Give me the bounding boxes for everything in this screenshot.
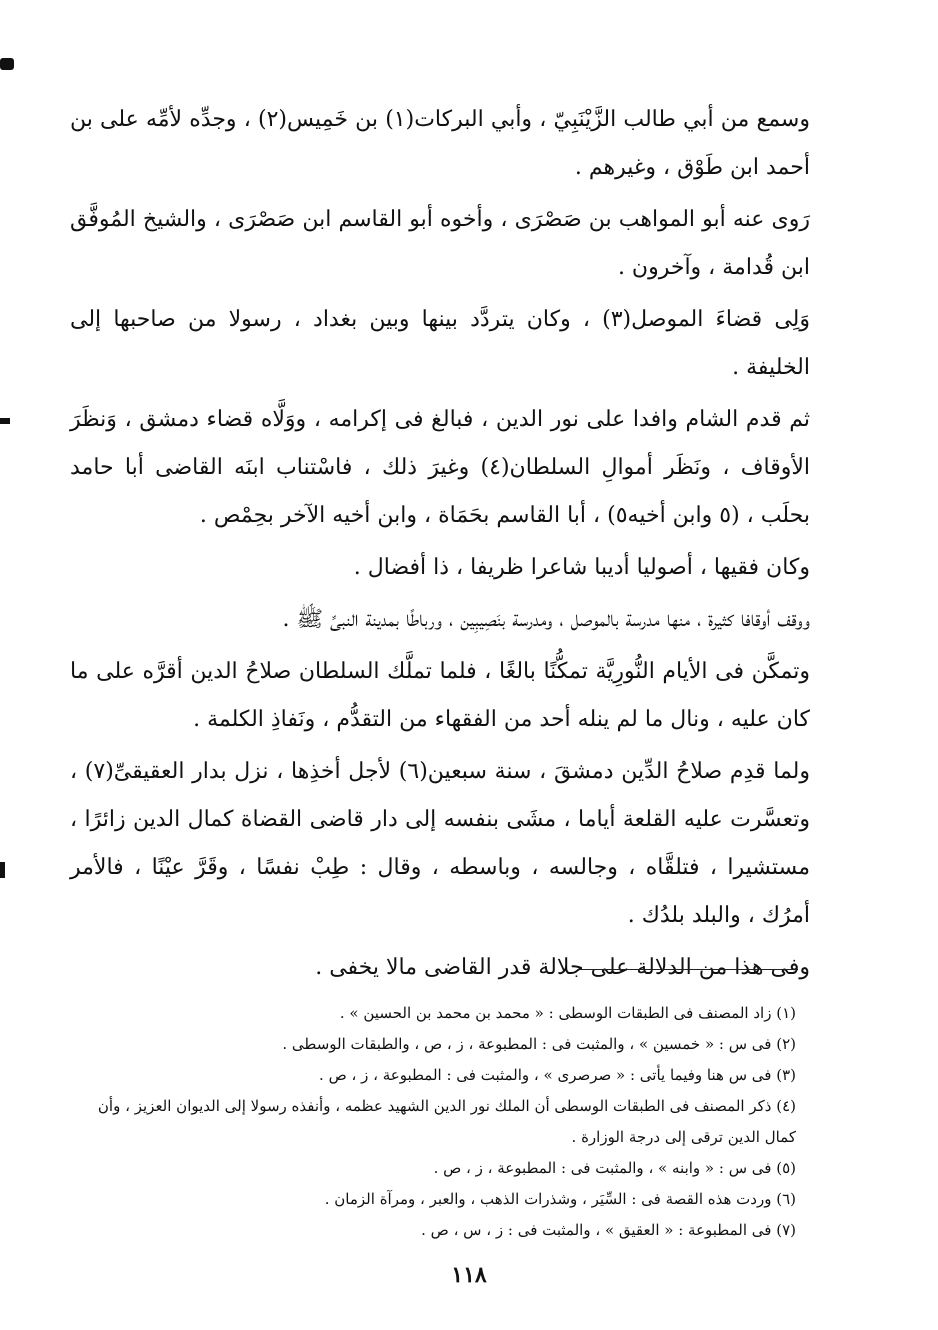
page-number: ١١٨ xyxy=(451,1262,487,1288)
paragraph-9: وفى هذا من الدلالة على جلالة قدر القاضى مالا يخفى . xyxy=(315,955,810,980)
scan-mark-middle xyxy=(0,418,10,424)
footnote-3: (٣) فى س هنا وفيما يأتى : « صرصرى » ، والمثبت فى : المطبوعة ، ز ، ص . xyxy=(319,1066,796,1084)
footnote-separator xyxy=(578,969,798,970)
paragraph-4: ثم قدم الشام وافدا على نور الدين ، فبالغ فى إكرامه ، ووَلَّاه قضاء دمشق ، وَنظَرَ الأوقاف ، ونَظَر أموالِ السلطان(٤) وغيرَ ذلك ، فاسْتناب ابنَه القاضى أبا حامد بحلَب ، (٥ وابن أخيه٥) ، أبا القاسم بحَمَاة ، وابن أخيه الآخر بحِمْص . xyxy=(70,407,811,528)
page-body xyxy=(70,96,810,996)
paragraph-6: ووقف أوقافا كثيرة ، منها مدرسة بالموصل ، ومدرسة بنَصِيبِين ، ورباطًا بمدينة النبىِّ ﷺ . xyxy=(282,607,810,632)
paragraph-3: وَلِى قضاءَ الموصل(٣) ، وكان يتردَّد بينها وبين بغداد ، رسولا من صاحبها إلى الخليفة . xyxy=(70,307,810,380)
paragraph-8: ولما قدِم صلاحُ الدِّين دمشقَ ، سنة سبعين(٦) لأجل أخذِها ، نزل بدار العقيقىِّ(٧) ، وتعسَّرت عليه القلعة أياما ، مشَى بنفسه إلى دار قاضى القضاة كمال الدين زائرًا ، مستشيرا ، فتلقَّاه ، وجالسه ، وباسطه ، وقال : طِبْ نفسًا ، وقَرَّ عيْنًا ، فالأمر أمرُك ، والبلد بلدُك . xyxy=(70,759,810,928)
footnote-2: (٢) فى س : « خمسين » ، والمثبت فى : المطبوعة ، ز ، ص ، والطبقات الوسطى . xyxy=(282,1035,796,1053)
scan-mark-top xyxy=(0,58,14,70)
footnote-5: (٥) فى س : « وابنه » ، والمثبت فى : المطبوعة ، ز ، ص . xyxy=(433,1159,796,1177)
main-text xyxy=(70,96,810,992)
footnote-7: (٧) فى المطبوعة : « العقيق » ، والمثبت فى : ز ، س ، ص . xyxy=(421,1221,796,1239)
footnote-1: (١) زاد المصنف فى الطبقات الوسطى : « محمد بن محمد بن الحسين » . xyxy=(339,1004,796,1022)
footnote-6: (٦) وردت هذه القصة فى : السِّيَر ، وشذرات الذهب ، والعبر ، ومرآة الزمان . xyxy=(324,1190,796,1208)
paragraph-7: وتمكَّن فى الأيام النُّورِيَّة تمكُّنًا بالغًا ، فلما تملَّك السلطان صلاحُ الدين أقرَّه على ما كان عليه ، ونال ما لم ينله أحد من الفقهاء من التقدُّم ، ونَفاذِ الكلمة . xyxy=(70,659,810,732)
paragraph-1: وسمع من أبي طالب الزَّيْنَبِيّ ، وأبي البركات(١) بن خَمِيس(٢) ، وجدِّه لأمِّه على بن أحمد ابن طَوْق ، وغيرهم . xyxy=(70,107,810,180)
footnote-4: (٤) ذكر المصنف فى الطبقات الوسطى أن الملك نور الدين الشهيد عظمه ، وأنفذه رسولا إلى الديوان العزيز ، وأن كمال الدين ترقى إلى درجة الوزارة . xyxy=(97,1097,796,1146)
paragraph-2: رَوى عنه أبو المواهب بن صَصْرَى ، وأخوه أبو القاسم ابن صَصْرَى ، والشيخ المُوفَّق ابن قُدامة ، وآخرون . xyxy=(70,207,810,280)
footnotes xyxy=(66,998,796,1246)
scan-mark-lower xyxy=(0,862,5,878)
paragraph-5: وكان فقيها ، أصوليا أديبا شاعرا ظريفا ، ذا أفضال . xyxy=(353,555,810,580)
